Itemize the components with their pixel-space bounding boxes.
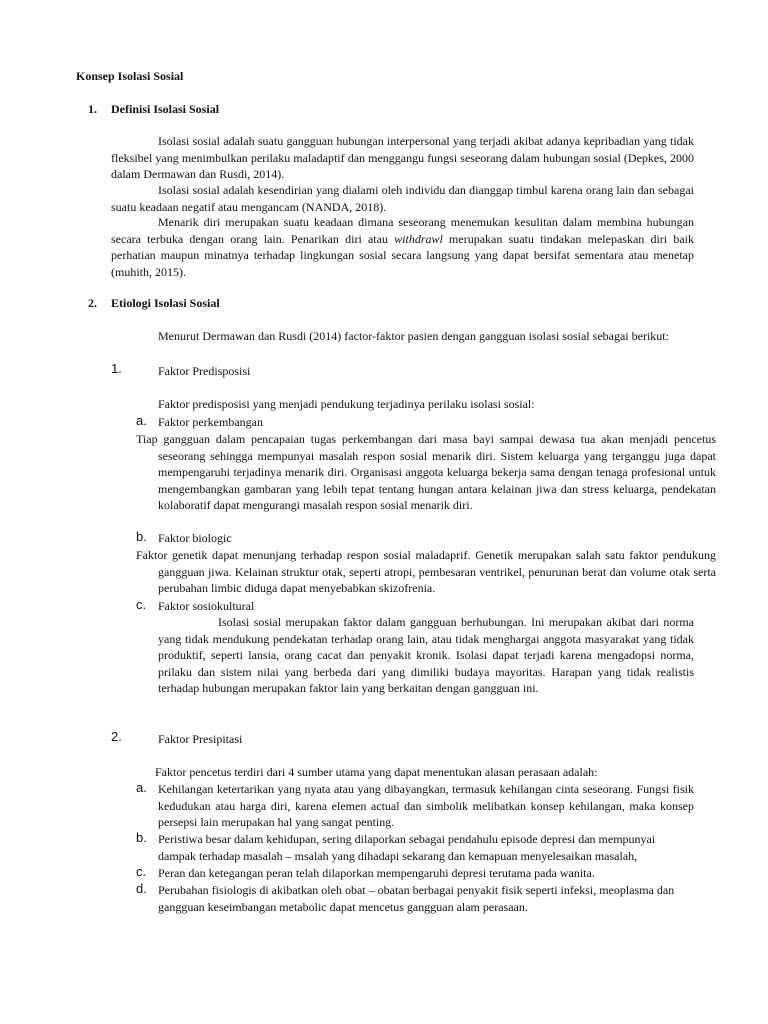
factor1-number: 1. [111,361,122,376]
factor1-intro: Faktor predisposisi yang menjadi pendukung terjadinya perilaku isolasi sosial: [158,397,535,411]
section2-intro: Menurut Dermawan dan Rusdi (2014) factor-faktor pasien dengan gangguan isolasi sosial sebagai berikut: [158,329,669,343]
factor1-c-marker: c. [136,597,147,612]
factor2-d-text: Perubahan fisiologis di akibatkan oleh obat – obatan berbagai penyakit fisik seperti infeksi, meoplasma dan gangguan keseimbangan metabolic dapat mencetus gangguan alam perasaan. [158,883,675,914]
factor1-a-label: Faktor perkembangan [158,415,263,429]
factor1-b-label: Faktor biologic [158,531,232,545]
section1-number: 1. [88,102,97,116]
factor2-b-marker: b. [136,830,147,845]
section2-heading: Etiologi Isolasi Sosial [111,296,220,310]
factor1-b-text: Faktor genetik dapat menunjang terhadap respon sosial maladaprif. Genetik merupakan salah satu faktor pendukung gangguan jiwa. Kelainan struktur otak, seperti atropi, pembesaran ventrikel, penurunan berat dan volume otak serta perubahan limbic diduga dapat menyebabkan skizofrenia. [136,548,716,595]
factor2-number: 2. [111,729,122,744]
factor1-label: Faktor Predisposisi [158,364,251,378]
factor2-a-marker: a. [136,780,147,795]
factor2-c-text: Peran dan ketegangan peran telah dilaporkan mempengaruhi depresi terutama pada wanita. [158,866,595,880]
italic-term: withdrawl [394,231,443,246]
factor2-d-marker: d. [136,881,147,896]
section1-paragraph-3: Menarik diri merupakan suatu keadaan dimana seseorang menemukan kesulitan dalam membina hubungan secara terbuka dengan orang lain. Penarikan diri atau withdrawl merupakan suatu tindakan melepaskan diri baik perhatian maupun minatnya terhadap lingkungan sosial secara langsung yang dapat bersifat sementara atau menetap (muhith, 2015). [111,215,694,279]
section2-number: 2. [88,296,97,310]
factor1-b-marker: b. [136,529,147,544]
section1-heading: Definisi Isolasi Sosial [111,102,220,116]
document-title: Konsep Isolasi Sosial [76,69,184,83]
factor1-c-label: Faktor sosiokultural [158,599,255,613]
factor2-b-text: Peristiwa besar dalam kehidupan, sering dilaporkan sebagai pendahulu episode depresi dan mempunyai dampak terhadap masalah – msalah yang dihadapi sekarang dan kemapuan menyelesaikan masalah, [158,832,656,863]
factor2-intro: Faktor pencetus terdiri dari 4 sumber utama yang dapat menentukan alasan perasaan adalah: [155,765,598,779]
factor2-a-text: Kehilangan ketertarikan yang nyata atau yang dibayangkan, termasuk kehilangan cinta seseorang. Fungsi fisik kedudukan atau harga diri, karena elemen actual dan simbolik melibatkan konsep kehilangan, maka konsep persepsi lain merupakan hal yang sangat penting. [158,782,694,829]
factor1-c-text: Isolasi sosial merupakan faktor dalam gangguan berhubungan. Ini merupakan akibat dari norma yang tidak mendukung pendekatan terhadap orang lain, atau tidak menghargai anggota masyarakat yang tidak produktif, seperti lansia, orang cacat dan penyakit kronik. Isolasi dapat terjadi karena mengadopsi norma, prilaku dan sistem nilai yang berbeda dari yang dimiliki budaya mayoritas. Harapan yang tidak realistis terhadap hubungan merupakan faktor lain yang berkaitan dengan gangguan ini. [158,615,694,695]
factor1-a-marker: a. [136,413,147,428]
section1-paragraph-2: Isolasi sosial adalah kesendirian yang dialami oleh individu dan dianggap timbul karena orang lain dan sebagai suatu keadaan negatif atau mengancam (NANDA, 2018). [111,183,694,214]
section1-paragraph-1: Isolasi sosial adalah suatu gangguan hubungan interpersonal yang terjadi akibat adanya kepribadian yang tidak fleksibel yang menimbulkan perilaku maladaptif dan menggangu fungsi seseorang dalam hubungan sosial (Depkes, 2000 dalam Dermawan dan Rusdi, 2014). [111,134,694,181]
factor2-c-marker: c. [136,864,147,879]
factor2-label: Faktor Presipitasi [158,732,243,746]
factor1-a-text: Tiap gangguan dalam pencapaian tugas perkembangan dari masa bayi sampai dewasa tua akan menjadi pencetus seseorang sehingga mempunyai masalah respon sosial menarik diri. Sistem keluarga yang terganggu juga dapat mempengaruhi terjadinya menarik diri. Organisasi anggota keluarga bekerja sama dengan tenaga profesional untuk mengembangkan gambaran yang lebih tepat tentang hungan antara kelainan jiwa dan stress keluarga, pendekatan kolaboratif dapat mengurangi masalah respon sosial menarik diri. [136,432,716,512]
